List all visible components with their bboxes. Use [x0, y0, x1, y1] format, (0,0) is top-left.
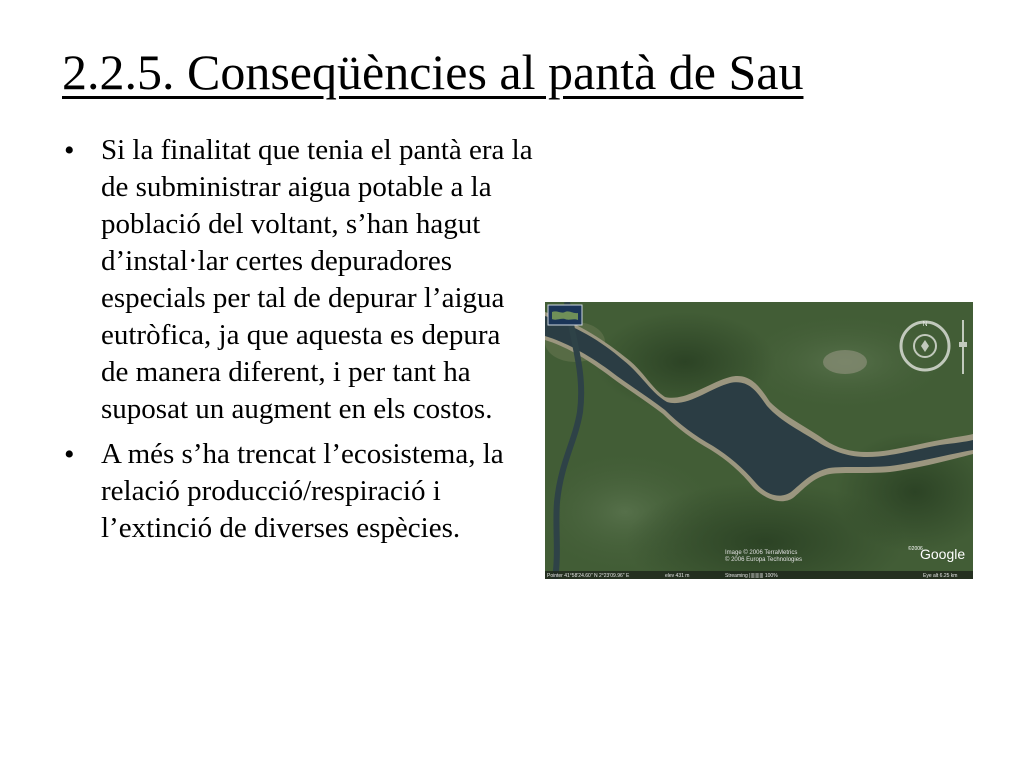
streaming-status: Streaming ||||||||||| 100%	[725, 573, 778, 579]
bullet-item	[64, 132, 534, 428]
zoom-slider-handle[interactable]	[959, 342, 967, 347]
logo-year: ©2006	[908, 546, 923, 552]
image-credit: Image © 2006 TerraMetrics	[725, 550, 798, 556]
bullet-text: Si la finalitat que tenia el pantà era la de subministrar aigua potable a la població del voltant, s’han hagut d’instal·lar certes depuradores especials per tal de depurar l’aigua eutròfica, ja que aquesta es depura de manera diferent, i per tant ha suposat un augment en els costos.	[101, 134, 533, 425]
bullet-marker: •	[64, 438, 75, 471]
compass-north-label: N	[922, 321, 928, 328]
google-logo: Google	[920, 546, 966, 562]
bullet-item	[64, 436, 534, 547]
bullet-text: A més s’ha trencat l’ecosistema, la relació producció/respiració i l’extinció de diverses espècies.	[101, 438, 504, 544]
satellite-image	[545, 302, 973, 579]
eye-altitude: Eye alt 6.25 km	[923, 573, 958, 579]
terrain-clearing	[823, 350, 867, 374]
image-credit: © 2006 Europa Technologies	[725, 557, 803, 563]
slide-title: 2.2.5. Conseqüències al pantà de Sau	[62, 44, 804, 100]
satellite-image-svg	[545, 302, 973, 579]
bullet-list	[64, 132, 534, 555]
elevation-readout: elev 431 m	[665, 573, 690, 579]
pointer-coordinates: Pointer 41°58'24.60" N 2°23'09.96" E	[547, 573, 630, 579]
bullet-marker: •	[64, 134, 75, 167]
